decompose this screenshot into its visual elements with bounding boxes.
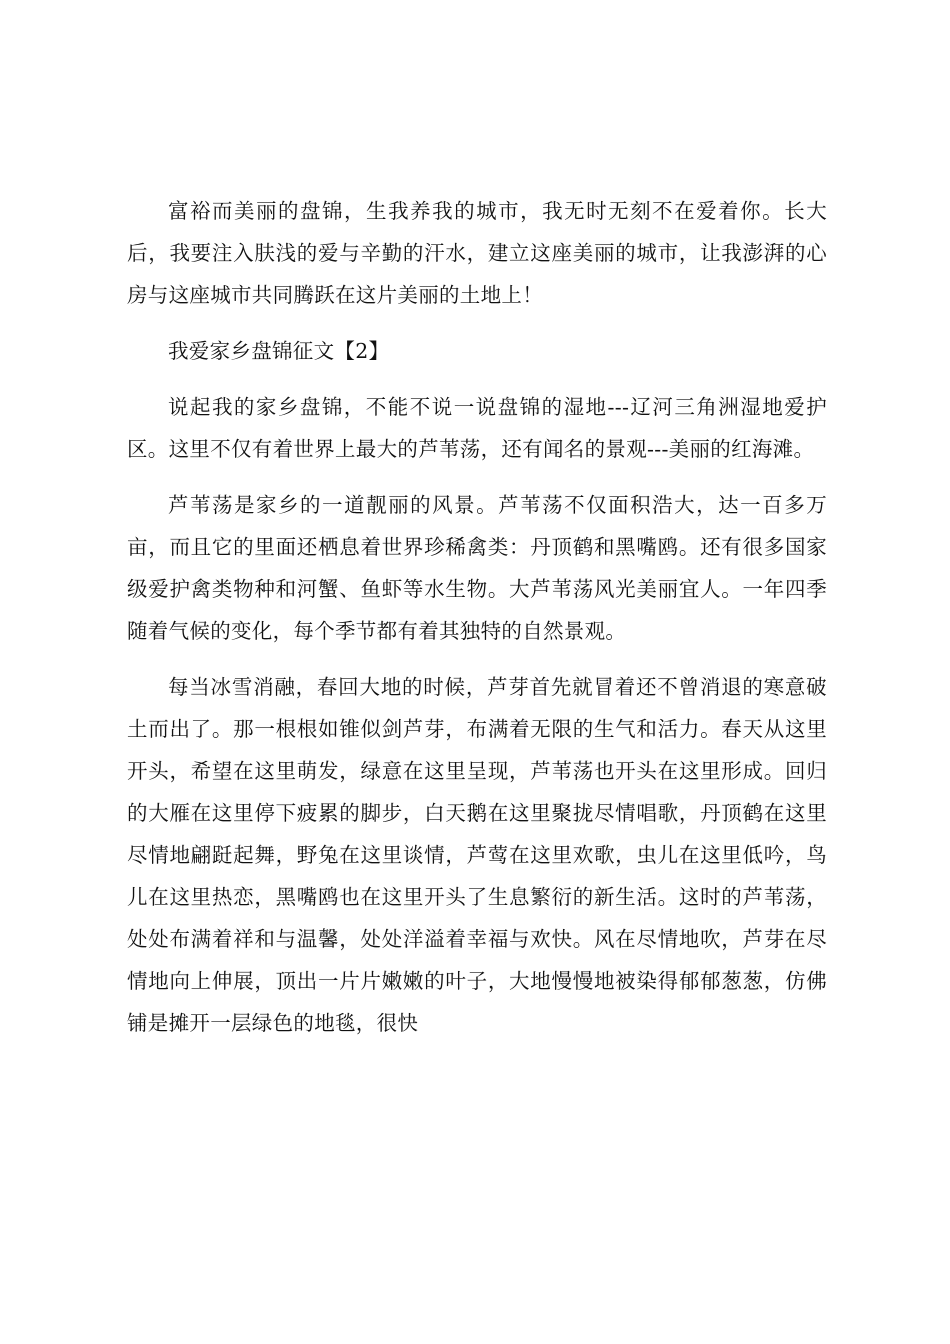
paragraph-1: 富裕而美丽的盘锦，生我养我的城市，我无时无刻不在爱着你。长大后，我要注入肤浅的爱与辛勤的汗水，建立这座美丽的城市，让我澎湃的心房与这座城市共同腾跃在这片美丽的土地上！ [127,199,827,307]
paragraph-4: 每当冰雪消融，春回大地的时候，芦芽首先就冒着还不曾消退的寒意破土而出了。那一根根如锥似剑芦芽，布满着无限的生气和活力。春天从这里开头，希望在这里萌发，绿意在这里呈现，芦苇荡也开头在这里形成。回归的大雁在这里停下疲累的脚步，白天鹅在这里聚拢尽情唱歌，丹顶鹤在这里尽情地翩跹起舞，野兔在这里谈情，芦莺在这里欢歌，虫儿在这里低吟，鸟儿在这里热恋，黑嘴鸥也在这里开头了生息繁衍的新生活。这时的芦苇荡，处处布满着祥和与温馨，处处洋溢着幸福与欢快。风在尽情地吹，芦芽在尽情地向上伸展，顶出一片片嫩嫩的叶子，大地慢慢地被染得郁郁葱葱，仿佛铺是摊开一层绿色的地毯，很快 [127,675,827,1035]
section-heading: 我爱家乡盘锦征文【2】 [168,339,390,363]
paragraph-3: 芦苇荡是家乡的一道靓丽的风景。芦苇荡不仅面积浩大，达一百多万亩，而且它的里面还栖息着世界珍稀禽类：丹顶鹤和黑嘴鸥。还有很多国家级爱护禽类物种和河蟹、鱼虾等水生物。大芦苇荡风光美丽宜人。一年四季随着气候的变化，每个季节都有着其独特的自然景观。 [127,493,827,643]
document-body [127,190,827,1058]
paragraph-2: 说起我的家乡盘锦，不能不说一说盘锦的湿地---辽河三角洲湿地爱护区。这里不仅有着世界上最大的芦苇荡，还有闻名的景观---美丽的红海滩。 [127,395,827,461]
